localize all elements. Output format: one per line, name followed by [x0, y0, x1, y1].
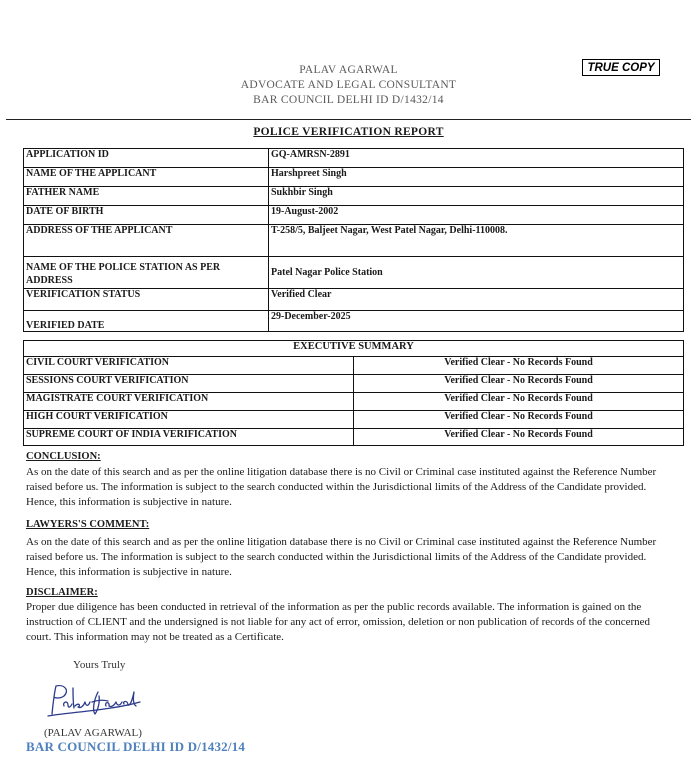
summary-label: SESSIONS COURT VERIFICATION: [24, 375, 354, 393]
table-row: [24, 289, 684, 311]
comment-heading: LAWYERS'S COMMENT:: [26, 519, 150, 530]
detail-label: DATE OF BIRTH: [24, 206, 269, 225]
footer-bar-id: BAR COUNCIL DELHI ID D/1432/14: [26, 739, 246, 754]
detail-label: ADDRESS OF THE APPLICANT: [24, 225, 269, 257]
table-row: [24, 168, 684, 187]
summary-value: Verified Clear - No Records Found: [354, 375, 684, 393]
disclaimer-text: Proper due diligence has been conducted in retrieval of the information as per the public records available. The information is gained on the instruction of CLIENT and the undersigned is not liable for any act of error, omission, deletion or non publication of records of the concerned court. This information may not be treated as a Certificate.: [26, 601, 651, 643]
header-divider: [6, 119, 691, 120]
summary-value: Verified Clear - No Records Found: [354, 357, 684, 375]
comment-text: As on the date of this search and as per the online litigation database there is no Civil or Criminal case instituted against the Reference Number raised before us. The information is subject to the search conducted within the Jurisdictional limits of the Address of the Candidate provided. Hence, this information is subjective in nature.: [26, 536, 657, 578]
summary-value: Verified Clear - No Records Found: [354, 393, 684, 411]
detail-label: VERIFIED DATE: [24, 311, 269, 332]
table-row: [24, 411, 684, 429]
conclusion-heading: CONCLUSION:: [26, 451, 101, 462]
disclaimer-heading: DISCLAIMER:: [26, 587, 98, 598]
table-row: [24, 311, 684, 332]
report-title: POLICE VERIFICATION REPORT: [253, 126, 444, 138]
signatory-name: (PALAV AGARWAL): [44, 727, 142, 739]
closing-text: Yours Truly: [73, 659, 126, 671]
details-table: [23, 148, 684, 332]
true-copy-stamp: TRUE COPY: [582, 59, 660, 76]
table-row: [24, 257, 684, 289]
detail-label: APPLICATION ID: [24, 149, 269, 168]
conclusion-text: As on the date of this search and as per the online litigation database there is no Civil or Criminal case instituted against the Reference Number raised before us. The information is subject to the search conducted within the Jurisdictional limits of the Address of the Candidate provided. Hence, this information is subjective in nature.: [26, 466, 657, 508]
table-row: [24, 429, 684, 446]
detail-value: Sukhbir Singh: [269, 187, 684, 206]
detail-value: GQ-AMRSN-2891: [269, 149, 684, 168]
table-row: [24, 341, 684, 357]
detail-label: VERIFICATION STATUS: [24, 289, 269, 311]
signature-image: [42, 680, 144, 722]
summary-label: CIVIL COURT VERIFICATION: [24, 357, 354, 375]
executive-summary-table: [23, 340, 684, 446]
table-row: [24, 206, 684, 225]
summary-label: SUPREME COURT OF INDIA VERIFICATION: [24, 429, 354, 446]
summary-heading: EXECUTIVE SUMMARY: [24, 341, 684, 357]
table-row: [24, 357, 684, 375]
header-bar-id: BAR COUNCIL DELHI ID D/1432/14: [253, 94, 444, 106]
detail-value: 29-December-2025: [269, 311, 684, 332]
table-row: [24, 187, 684, 206]
detail-label: NAME OF THE APPLICANT: [24, 168, 269, 187]
table-row: [24, 149, 684, 168]
summary-label: HIGH COURT VERIFICATION: [24, 411, 354, 429]
table-row: [24, 393, 684, 411]
detail-label: NAME OF THE POLICE STATION AS PER ADDRESS: [24, 257, 269, 289]
table-row: [24, 225, 684, 257]
summary-value: Verified Clear - No Records Found: [354, 411, 684, 429]
advocate-designation: ADVOCATE AND LEGAL CONSULTANT: [240, 79, 457, 91]
detail-value: T-258/5, Baljeet Nagar, West Patel Nagar, Delhi-110008.: [269, 225, 684, 257]
detail-value: 19-August-2002: [269, 206, 684, 225]
detail-value: Harshpreet Singh: [269, 168, 684, 187]
table-row: [24, 375, 684, 393]
detail-label: FATHER NAME: [24, 187, 269, 206]
summary-label: MAGISTRATE COURT VERIFICATION: [24, 393, 354, 411]
detail-value: Patel Nagar Police Station: [269, 257, 684, 289]
summary-value: Verified Clear - No Records Found: [354, 429, 684, 446]
detail-value: Verified Clear: [269, 289, 684, 311]
advocate-name: PALAV AGARWAL: [299, 64, 398, 76]
